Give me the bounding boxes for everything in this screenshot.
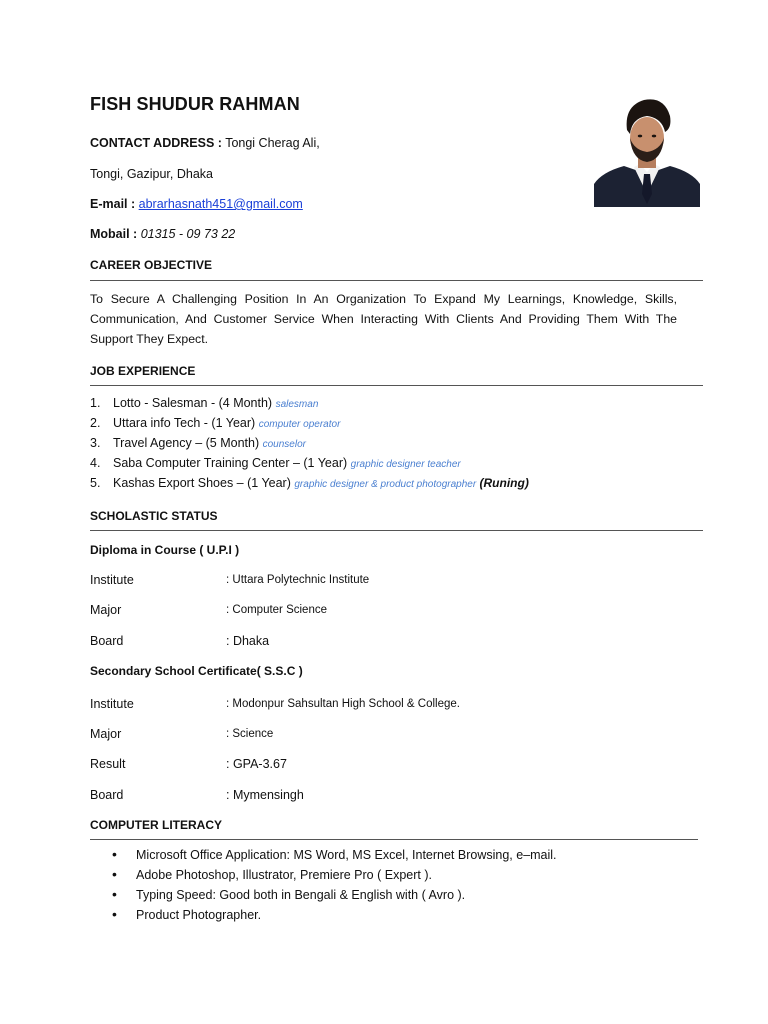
- job-text: Kashas Export Shoes – (1 Year): [113, 476, 295, 490]
- job-number: 4.: [90, 456, 101, 470]
- bullet-icon: •: [112, 846, 117, 862]
- job-role: salesman: [275, 399, 319, 410]
- job-role: counselor: [262, 439, 306, 450]
- contact-address-value: Tongi Cherag Ali,: [221, 136, 320, 150]
- job-text: Travel Agency – (5 Month): [113, 436, 263, 450]
- job-item: [90, 436, 306, 450]
- ssc-institute-value: : Modonpur Sahsultan High School & College.: [226, 698, 460, 710]
- job-number: 5.: [90, 476, 101, 490]
- mobile-line: [90, 227, 235, 241]
- skill-item: Microsoft Office Application: MS Word, MS Excel, Internet Browsing, e–mail.: [136, 848, 557, 862]
- diploma-major-value: : Computer Science: [226, 604, 327, 616]
- ssc-major-label: Major: [90, 727, 122, 741]
- career-objective-divider: [90, 280, 703, 281]
- ssc-title: Secondary School Certificate( S.S.C ): [90, 664, 303, 678]
- ssc-board-label: Board: [90, 788, 124, 802]
- job-role: graphic designer & product photographer: [294, 479, 477, 490]
- contact-address-line: [90, 136, 320, 150]
- candidate-name: FISH SHUDUR RAHMAN: [90, 94, 300, 114]
- diploma-institute-value: : Uttara Polytechnic Institute: [226, 574, 370, 586]
- email-label: E-mail :: [90, 197, 136, 211]
- ssc-institute-label: Institute: [90, 697, 134, 711]
- diploma-title: Diploma in Course ( U.P.I ): [90, 543, 240, 557]
- diploma-institute-label: Institute: [90, 573, 134, 587]
- bullet-icon: •: [112, 866, 117, 882]
- profile-photo: [594, 94, 700, 207]
- job-role: computer operator: [258, 419, 341, 430]
- skill-item: Typing Speed: Good both in Bengali & English with ( Avro ).: [136, 888, 466, 902]
- diploma-board-value: : Dhaka: [226, 634, 270, 648]
- job-text: Lotto - Salesman - (4 Month): [113, 396, 276, 410]
- career-objective-heading: CAREER OBJECTIVE: [90, 258, 213, 272]
- bullet-icon: •: [112, 906, 117, 922]
- skill-item: Product Photographer.: [136, 908, 262, 922]
- mobile-value: 01315 - 09 73 22: [137, 227, 236, 241]
- job-number: 2.: [90, 416, 101, 430]
- scholastic-status-heading: SCHOLASTIC STATUS: [90, 509, 218, 523]
- ssc-result-value: : GPA-3.67: [226, 757, 287, 771]
- email-line: [90, 197, 303, 211]
- computer-literacy-heading: COMPUTER LITERACY: [90, 818, 222, 832]
- job-text: Saba Computer Training Center – (1 Year): [113, 456, 351, 470]
- contact-address-line-2: Tongi, Gazipur, Dhaka: [90, 167, 213, 181]
- ssc-board-value: : Mymensingh: [226, 788, 304, 802]
- job-item: [90, 396, 318, 410]
- job-item: [90, 476, 529, 490]
- scholastic-status-divider: [90, 530, 703, 531]
- job-status: (Runing): [476, 476, 529, 490]
- career-objective-text: To Secure A Challenging Position In An Organization To Expand My Learnings, Knowledge, Skills, Communication, And Customer Service When Interacting With Clients And Providing Them With The Support They Expect.: [90, 292, 677, 346]
- skill-item: Adobe Photoshop, Illustrator, Premiere Pro ( Expert ).: [136, 868, 432, 882]
- job-item: [90, 456, 461, 470]
- job-experience-heading: JOB EXPERIENCE: [90, 364, 196, 378]
- job-text: Uttara info Tech - (1 Year): [113, 416, 259, 430]
- contact-address-label: CONTACT ADDRESS :: [90, 136, 222, 150]
- ssc-result-label: Result: [90, 757, 126, 771]
- job-number: 1.: [90, 396, 101, 410]
- email-link[interactable]: abrarhasnath451@gmail.com: [138, 197, 303, 211]
- ssc-major-value: : Science: [226, 728, 274, 740]
- computer-literacy-divider: [90, 839, 698, 840]
- diploma-major-label: Major: [90, 603, 122, 617]
- job-experience-divider: [90, 385, 703, 386]
- diploma-board-label: Board: [90, 634, 124, 648]
- bullet-icon: •: [112, 886, 117, 902]
- job-item: [90, 416, 340, 430]
- job-role: graphic designer teacher: [350, 459, 461, 470]
- mobile-label: Mobail :: [90, 227, 138, 241]
- job-number: 3.: [90, 436, 101, 450]
